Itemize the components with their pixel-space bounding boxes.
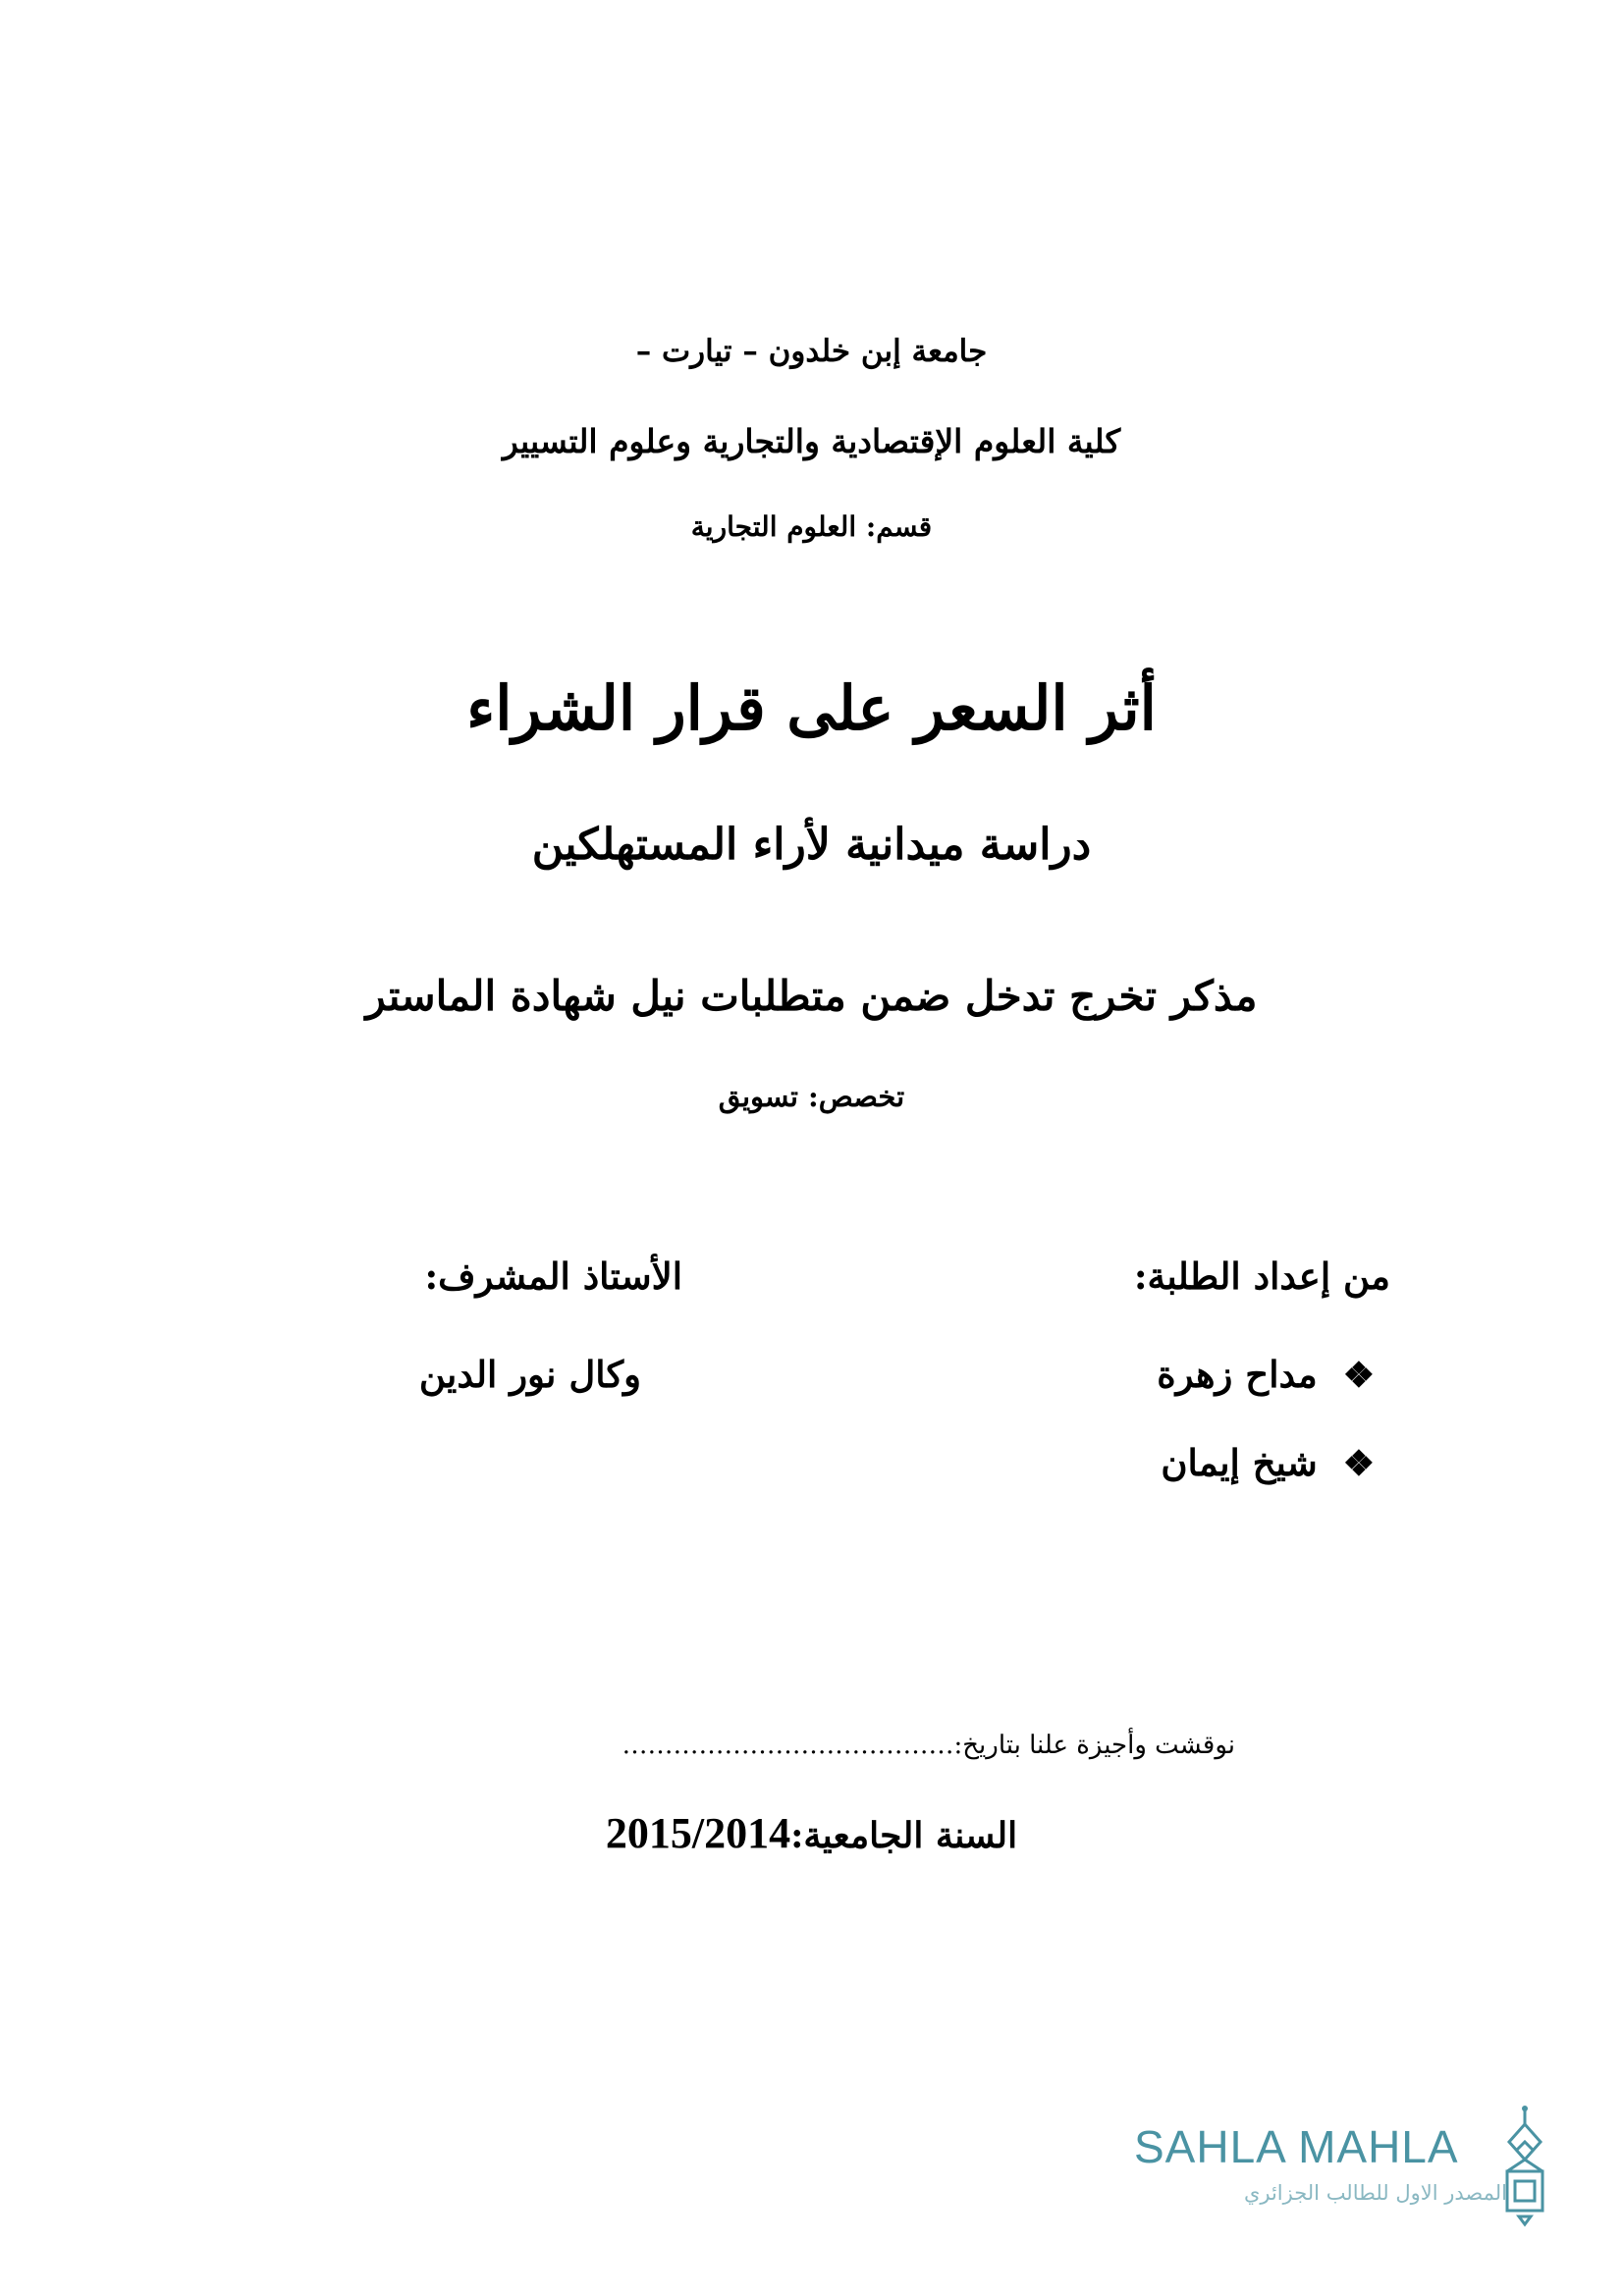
student-name: مداح زهرة (1157, 1353, 1318, 1396)
defense-date-line (622, 1731, 1235, 1760)
thesis-title: أثر السعر على قرار الشراء (466, 672, 1157, 744)
students-heading: من إعداد الطلبة: (1133, 1255, 1390, 1298)
university-name: جامعة إبن خلدون – تيارت – (635, 334, 988, 369)
thesis-requirement-note: مذكر تخرج تدخل ضمن متطلبات نيل شهادة الماستر (365, 972, 1258, 1020)
diamond-bullet-icon: ❖ (1342, 1355, 1375, 1396)
defense-date-blank: ………………………………… (622, 1731, 954, 1760)
faculty-name: كلية العلوم الإقتصادية والتجارية وعلوم التسيير (502, 422, 1121, 460)
thesis-subtitle: دراسة ميدانية لأراء المستهلكين (531, 820, 1092, 870)
academic-year-value: 2015/2014 (605, 1809, 791, 1857)
supervisor-name: وكال نور الدين (418, 1353, 641, 1396)
sahla-mahla-logo-icon (1495, 2103, 1554, 2228)
supervisor-heading: الأستاذ المشرف: (424, 1255, 682, 1298)
student-list-item (1161, 1441, 1375, 1484)
watermark-tagline: المصدر الاول للطالب الجزائري (1243, 2181, 1507, 2205)
specialty-label: تخصص: تسويق (718, 1080, 905, 1113)
defense-date-label: نوقشت وأجيزة علنا بتاريخ: (953, 1731, 1235, 1760)
watermark-brand: SAHLA MAHLA (1134, 2121, 1459, 2172)
student-name: شيخ إيمان (1161, 1441, 1318, 1484)
watermark (1134, 2120, 1546, 2238)
academic-year-label: السنة الجامعية: (790, 1815, 1018, 1856)
diamond-bullet-icon: ❖ (1342, 1443, 1375, 1484)
student-list-item (1157, 1353, 1375, 1396)
department-name: قسم: العلوم التجارية (690, 510, 933, 543)
academic-year-line (0, 1808, 1623, 1858)
